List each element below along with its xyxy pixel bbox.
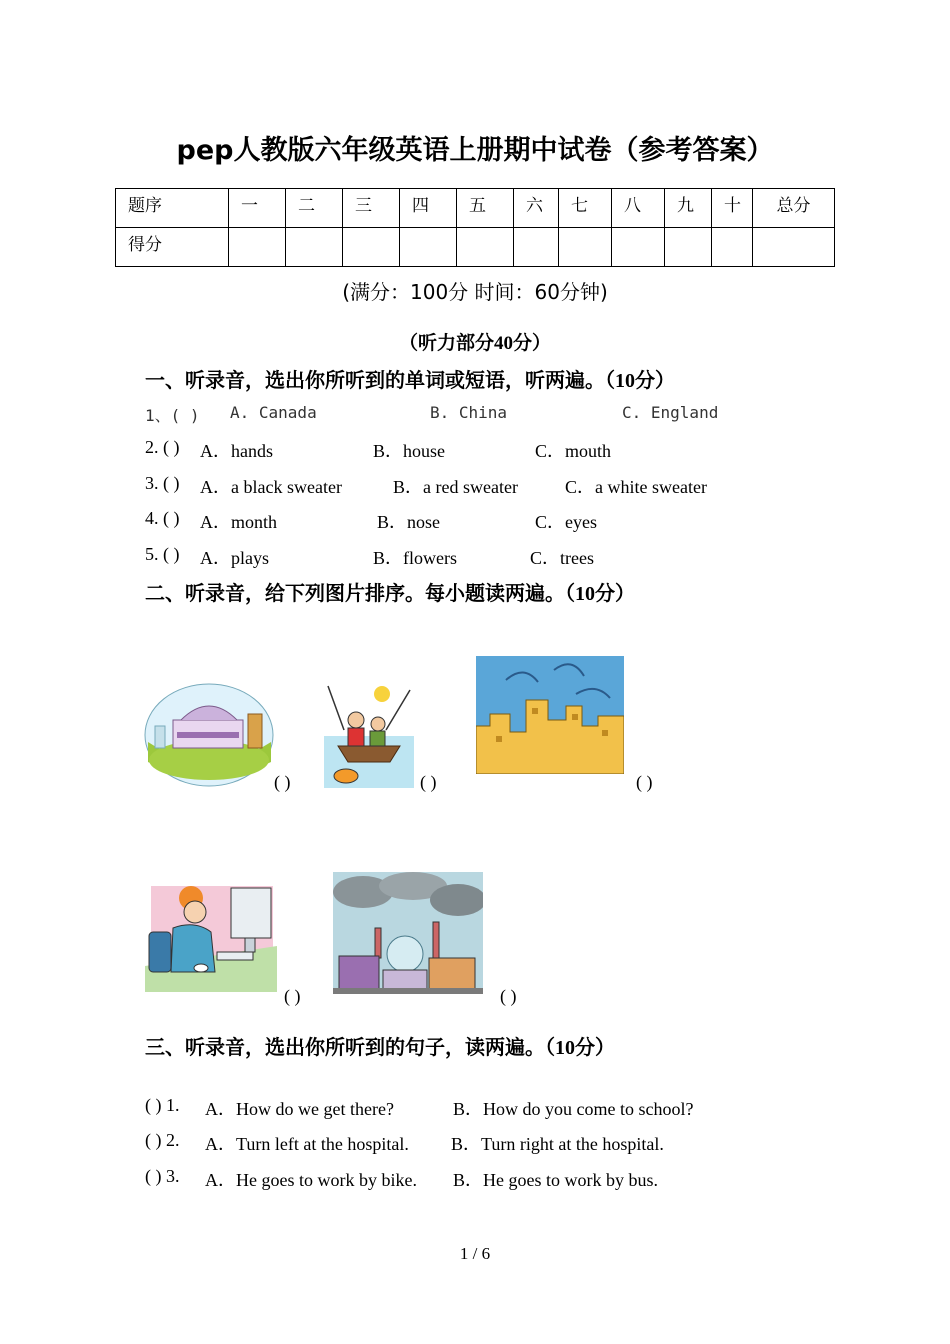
option-a[interactable]: A．a black sweater	[200, 477, 342, 497]
option-b[interactable]: B．house	[373, 441, 445, 461]
question-number: ( ) 1.	[145, 1095, 180, 1115]
question-number: 5. ( )	[145, 544, 180, 564]
option-b[interactable]: B. China	[430, 403, 508, 422]
option-a[interactable]: A. Canada	[230, 403, 317, 422]
score-input-cell[interactable]	[343, 228, 400, 267]
polluted-city-picture	[333, 872, 483, 994]
score-input-cell[interactable]	[400, 228, 457, 267]
table-cell: 一	[229, 189, 286, 228]
option-b[interactable]: B．a red sweater	[393, 477, 518, 497]
answer-blank[interactable]: ( )	[420, 772, 437, 792]
table-cell: 得分	[116, 228, 229, 267]
table-cell: 六	[514, 189, 559, 228]
answer-blank[interactable]: ( )	[284, 986, 301, 1006]
option-a[interactable]: A．He goes to work by bike.	[205, 1170, 417, 1190]
table-cell: 二	[286, 189, 343, 228]
table-cell: 七	[559, 189, 612, 228]
fishing-picture	[324, 680, 414, 788]
option-b[interactable]: B．nose	[377, 512, 440, 532]
section3-heading: 三、听录音，选出你所听到的句子，读两遍。（10分）	[145, 1037, 615, 1059]
question-number: ( ) 3.	[145, 1166, 180, 1186]
question-number: 1、( )	[145, 406, 200, 425]
answer-blank[interactable]: ( )	[274, 772, 291, 792]
option-b[interactable]: B．How do you come to school?	[453, 1099, 694, 1119]
question-number: 3. ( )	[145, 473, 180, 493]
page-title: pep人教版六年级英语上册期中试卷（参考答案）	[176, 135, 774, 166]
score-table	[115, 188, 835, 267]
table-cell: 五	[457, 189, 514, 228]
option-b[interactable]: B．flowers	[373, 548, 457, 568]
exam-meta: (满分：100分 时间：60分钟)	[342, 280, 608, 304]
option-b[interactable]: B．Turn right at the hospital.	[451, 1134, 664, 1154]
table-cell: 三	[343, 189, 400, 228]
score-input-cell[interactable]	[753, 228, 835, 267]
stadium-picture	[143, 682, 275, 788]
windy-city-picture	[476, 656, 624, 774]
option-a[interactable]: A．How do we get there?	[205, 1099, 394, 1119]
table-row	[116, 228, 835, 267]
computer-picture	[145, 876, 277, 992]
option-c[interactable]: C. England	[622, 403, 719, 422]
table-row	[116, 189, 835, 228]
page-number: 1 / 6	[459, 1244, 491, 1263]
table-cell: 十	[712, 189, 753, 228]
listening-part-heading: （听力部分40分）	[398, 333, 551, 354]
table-cell: 题序	[116, 189, 229, 228]
answer-blank[interactable]: ( )	[500, 986, 517, 1006]
answer-blank[interactable]: ( )	[636, 772, 653, 792]
score-input-cell[interactable]	[665, 228, 712, 267]
score-input-cell[interactable]	[457, 228, 514, 267]
option-c[interactable]: C．eyes	[535, 512, 597, 532]
section2-heading: 二、听录音，给下列图片排序。每小题读两遍。（10分）	[145, 583, 635, 605]
option-b[interactable]: B．He goes to work by bus.	[453, 1170, 658, 1190]
option-a[interactable]: A．month	[200, 512, 278, 532]
table-cell: 总分	[753, 189, 835, 228]
question-number: ( ) 2.	[145, 1130, 180, 1150]
score-input-cell[interactable]	[612, 228, 665, 267]
score-input-cell[interactable]	[229, 228, 286, 267]
option-c[interactable]: C．trees	[530, 548, 594, 568]
option-a[interactable]: A．Turn left at the hospital.	[205, 1134, 409, 1154]
score-input-cell[interactable]	[286, 228, 343, 267]
question-number: 4. ( )	[145, 508, 180, 528]
option-c[interactable]: C．mouth	[535, 441, 612, 461]
option-a[interactable]: A．plays	[200, 548, 269, 568]
score-input-cell[interactable]	[712, 228, 753, 267]
score-input-cell[interactable]	[514, 228, 559, 267]
question-number: 2. ( )	[145, 437, 180, 457]
table-cell: 八	[612, 189, 665, 228]
section1-heading: 一、听录音，选出你所听到的单词或短语，听两遍。（10分）	[145, 370, 675, 392]
score-input-cell[interactable]	[559, 228, 612, 267]
option-a[interactable]: A．hands	[200, 441, 273, 461]
table-cell: 四	[400, 189, 457, 228]
option-c[interactable]: C．a white sweater	[565, 477, 707, 497]
table-cell: 九	[665, 189, 712, 228]
